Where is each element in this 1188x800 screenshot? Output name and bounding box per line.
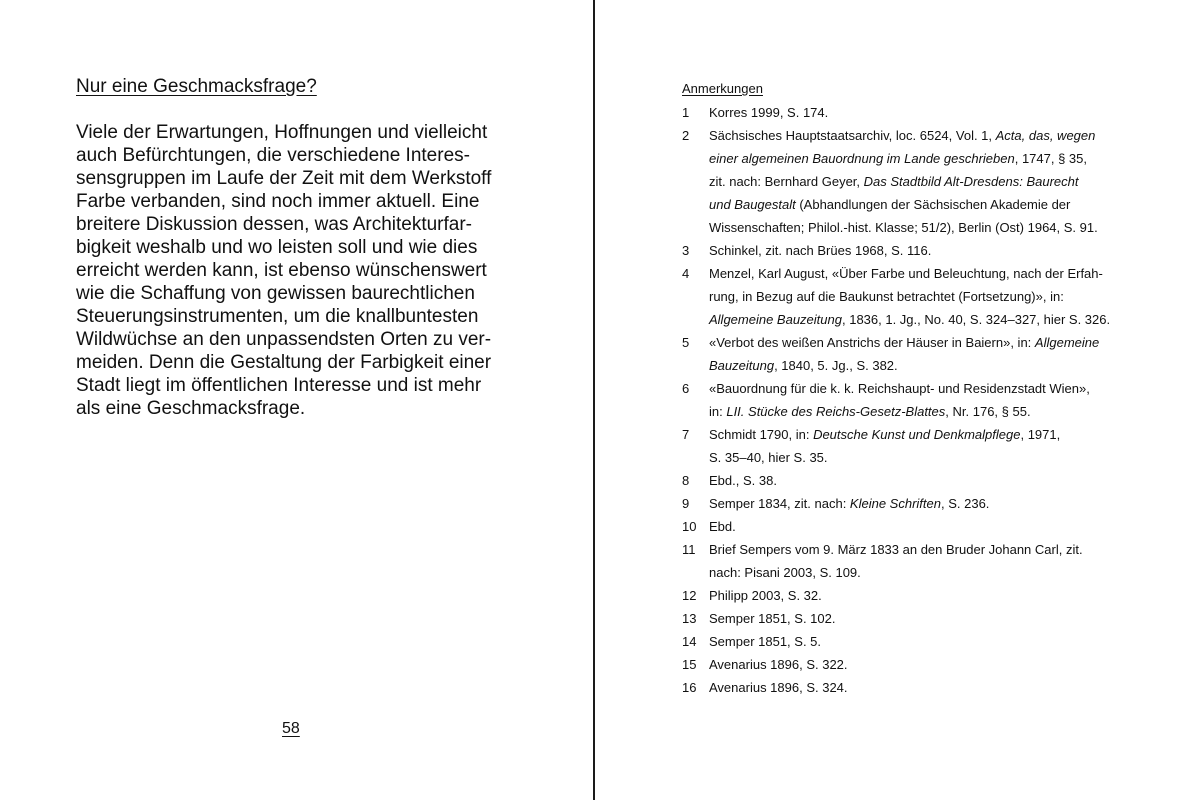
footnote-line	[709, 147, 1142, 170]
footnote-text	[709, 331, 1142, 377]
footnote-text	[709, 124, 1142, 239]
footnote-item	[682, 469, 1142, 492]
paragraph-line: erreicht werden kann, ist ebenso wünschenswert	[76, 260, 487, 281]
footnote-number: 7	[682, 427, 690, 442]
footnote-line	[709, 561, 1142, 584]
footnote-text	[709, 653, 1142, 676]
footnote-title-segment: Bauzeitung	[709, 358, 775, 373]
footnote-text-segment: Korres 1999, S. 174.	[709, 105, 829, 120]
footnote-number: 8	[682, 473, 690, 488]
footnote-text-segment: rung, in Bezug auf die Baukunst betrachtet (Fortsetzung)», in:	[709, 289, 1064, 304]
paragraph-line: auch Befürchtungen, die verschiedene Interes-	[76, 145, 470, 166]
footnote-text-segment: Avenarius 1896, S. 322.	[709, 657, 848, 672]
footnote-text-segment: Ebd.	[709, 519, 736, 534]
footnote-text	[709, 538, 1142, 584]
footnote-line	[709, 400, 1142, 423]
page-number: 58	[282, 720, 300, 737]
footnote-line	[709, 607, 1142, 630]
footnote-text-segment: , 1971,	[1020, 427, 1061, 442]
footnote-item	[682, 630, 1142, 653]
footnote-title-segment: einer algemeinen Bauordnung im Lande geschrieben	[709, 151, 1015, 166]
footnote-text-segment: , S. 236.	[940, 496, 990, 511]
notes-list	[682, 101, 1142, 699]
footnote-text	[709, 239, 1142, 262]
paragraph-line: breitere Diskussion dessen, was Architekturfar-	[76, 214, 472, 235]
footnote-title-segment: Deutsche Kunst und Denkmalpflege	[813, 427, 1021, 442]
footnote-line	[709, 630, 1142, 653]
footnote-title-segment: Allgemeine	[1034, 335, 1100, 350]
footnote-text	[709, 262, 1142, 331]
paragraph-line: Wildwüchse an den unpassendsten Orten zu ver-	[76, 329, 492, 350]
footnote-number: 5	[682, 335, 690, 350]
footnote-text	[709, 584, 1142, 607]
footnote-number: 14	[682, 634, 697, 649]
footnote-text-segment: (Abhandlungen der Sächsischen Akademie der	[795, 197, 1071, 212]
footnote-text-segment: Schinkel, zit. nach Brües 1968, S. 116.	[709, 243, 932, 258]
footnote-text-segment: , 1840, 5. Jg., S. 382.	[774, 358, 898, 373]
footnote-text-segment: Philipp 2003, S. 32.	[709, 588, 822, 603]
footnote-item	[682, 423, 1142, 469]
paragraph-line: Stadt liegt im öffentlichen Interesse und ist mehr	[76, 375, 482, 396]
left-page	[0, 0, 593, 800]
footnote-text-segment: , 1747, § 35,	[1014, 151, 1087, 166]
footnote-number: 11	[682, 542, 696, 557]
paragraph-line: sensgruppen im Laufe der Zeit mit dem Werkstoff	[76, 168, 492, 189]
footnote-text	[709, 469, 1142, 492]
footnote-line	[709, 285, 1142, 308]
footnote-line	[709, 354, 1142, 377]
right-page	[596, 0, 1188, 800]
footnote-title-segment: LII. Stücke des Reichs-Gesetz-Blattes	[726, 404, 946, 419]
footnote-item	[682, 676, 1142, 699]
paragraph-line: Viele der Erwartungen, Hoffnungen und vielleicht	[76, 122, 488, 143]
footnote-line	[709, 216, 1142, 239]
footnote-title-segment: Das Stadtbild Alt-Dresdens: Baurecht	[863, 174, 1079, 189]
footnote-text-segment: , Nr. 176, § 55.	[945, 404, 1031, 419]
footnote-text-segment: Brief Sempers vom 9. März 1833 an den Bruder Johann Carl, zit.	[709, 542, 1083, 557]
footnote-text	[709, 515, 1142, 538]
footnote-text	[709, 101, 1142, 124]
footnote-title-segment: Kleine Schriften	[849, 496, 941, 511]
footnote-item	[682, 101, 1142, 124]
footnote-number: 10	[682, 519, 697, 534]
footnote-number: 1	[682, 105, 690, 120]
footnote-text-segment: S. 35–40, hier S. 35.	[709, 450, 828, 465]
footnote-text	[709, 607, 1142, 630]
footnote-line	[709, 193, 1142, 216]
notes-title: Anmerkungen	[682, 81, 763, 96]
footnote-text-segment: «Bauordnung für die k. k. Reichshaupt- und Residenzstadt Wien»,	[709, 381, 1090, 396]
footnote-text-segment: Schmidt 1790, in:	[709, 427, 814, 442]
footnote-text-segment: Sächsisches Hauptstaatsarchiv, loc. 6524, Vol. 1,	[709, 128, 996, 143]
footnote-text-segment: «Verbot des weißen Anstrichs der Häuser in Baiern», in:	[709, 335, 1035, 350]
footnote-text-segment: Wissenschaften; Philol.-hist. Klasse; 51/2), Berlin (Ost) 1964, S. 91.	[709, 220, 1098, 235]
footnote-number: 6	[682, 381, 690, 396]
footnote-line	[709, 492, 1142, 515]
footnote-title-segment: Acta, das, wegen	[995, 128, 1096, 143]
footnote-text-segment: Semper 1851, S. 5.	[709, 634, 822, 649]
footnote-text-segment: in:	[709, 404, 727, 419]
footnote-line	[709, 446, 1142, 469]
paragraph-line: Farbe verbanden, sind noch immer aktuell. Eine	[76, 191, 480, 212]
footnote-number: 4	[682, 266, 690, 281]
footnote-title-segment: und Baugestalt	[709, 197, 796, 212]
footnote-line	[709, 584, 1142, 607]
footnote-text	[709, 492, 1142, 515]
footnote-line	[709, 469, 1142, 492]
footnote-number: 12	[682, 588, 697, 603]
footnote-number: 2	[682, 128, 690, 143]
footnote-title-segment: Allgemeine Bauzeitung	[709, 312, 842, 327]
footnote-item	[682, 653, 1142, 676]
body-paragraph	[76, 121, 506, 420]
footnote-item	[682, 584, 1142, 607]
footnote-number: 16	[682, 680, 697, 695]
footnote-line	[709, 423, 1142, 446]
paragraph-line: Steuerungsinstrumenten, um die knallbuntesten	[76, 306, 479, 327]
footnote-text	[709, 377, 1142, 423]
footnote-item	[682, 515, 1142, 538]
footnote-text-segment: nach: Pisani 2003, S. 109.	[709, 565, 861, 580]
footnote-item	[682, 607, 1142, 630]
footnote-item	[682, 262, 1142, 331]
footnote-text	[709, 423, 1142, 469]
paragraph-line: bigkeit weshalb und wo leisten soll und wie dies	[76, 237, 478, 258]
footnote-text-segment: Menzel, Karl August, «Über Farbe und Beleuchtung, nach der Erfah-	[709, 266, 1103, 281]
footnote-number: 15	[682, 657, 697, 672]
paragraph-line: als eine Geschmacksfrage.	[76, 398, 306, 419]
footnote-text	[709, 630, 1142, 653]
footnote-line	[709, 262, 1142, 285]
footnote-text-segment: zit. nach: Bernhard Geyer,	[709, 174, 864, 189]
footnote-line	[709, 377, 1142, 400]
footnote-text-segment: Semper 1834, zit. nach:	[709, 496, 850, 511]
footnote-item	[682, 538, 1142, 584]
footnote-item	[682, 239, 1142, 262]
paragraph-line: wie die Schaffung von gewissen baurechtlichen	[76, 283, 475, 304]
footnote-number: 13	[682, 611, 697, 626]
footnote-line	[709, 239, 1142, 262]
footnote-line	[709, 124, 1142, 147]
footnote-text-segment: Avenarius 1896, S. 324.	[709, 680, 848, 695]
section-heading: Nur eine Geschmacksfrage?	[76, 76, 317, 97]
footnote-number: 3	[682, 243, 690, 258]
footnote-item	[682, 331, 1142, 377]
paragraph-line: meiden. Denn die Gestaltung der Farbigkeit einer	[76, 352, 492, 373]
footnote-text	[709, 676, 1142, 699]
footnote-item	[682, 124, 1142, 239]
footnote-line	[709, 170, 1142, 193]
footnote-text-segment: Ebd., S. 38.	[709, 473, 777, 488]
footnote-item	[682, 492, 1142, 515]
footnote-number: 9	[682, 496, 690, 511]
footnote-line	[709, 538, 1142, 561]
footnote-line	[709, 676, 1142, 699]
footnote-line	[709, 653, 1142, 676]
footnote-line	[709, 331, 1142, 354]
footnote-text-segment: Semper 1851, S. 102.	[709, 611, 836, 626]
footnote-line	[709, 308, 1142, 331]
footnote-line	[709, 101, 1142, 124]
footnote-item	[682, 377, 1142, 423]
page-gutter-divider	[593, 0, 595, 800]
footnote-line	[709, 515, 1142, 538]
footnote-text-segment: , 1836, 1. Jg., No. 40, S. 324–327, hier S. 326.	[841, 312, 1111, 327]
